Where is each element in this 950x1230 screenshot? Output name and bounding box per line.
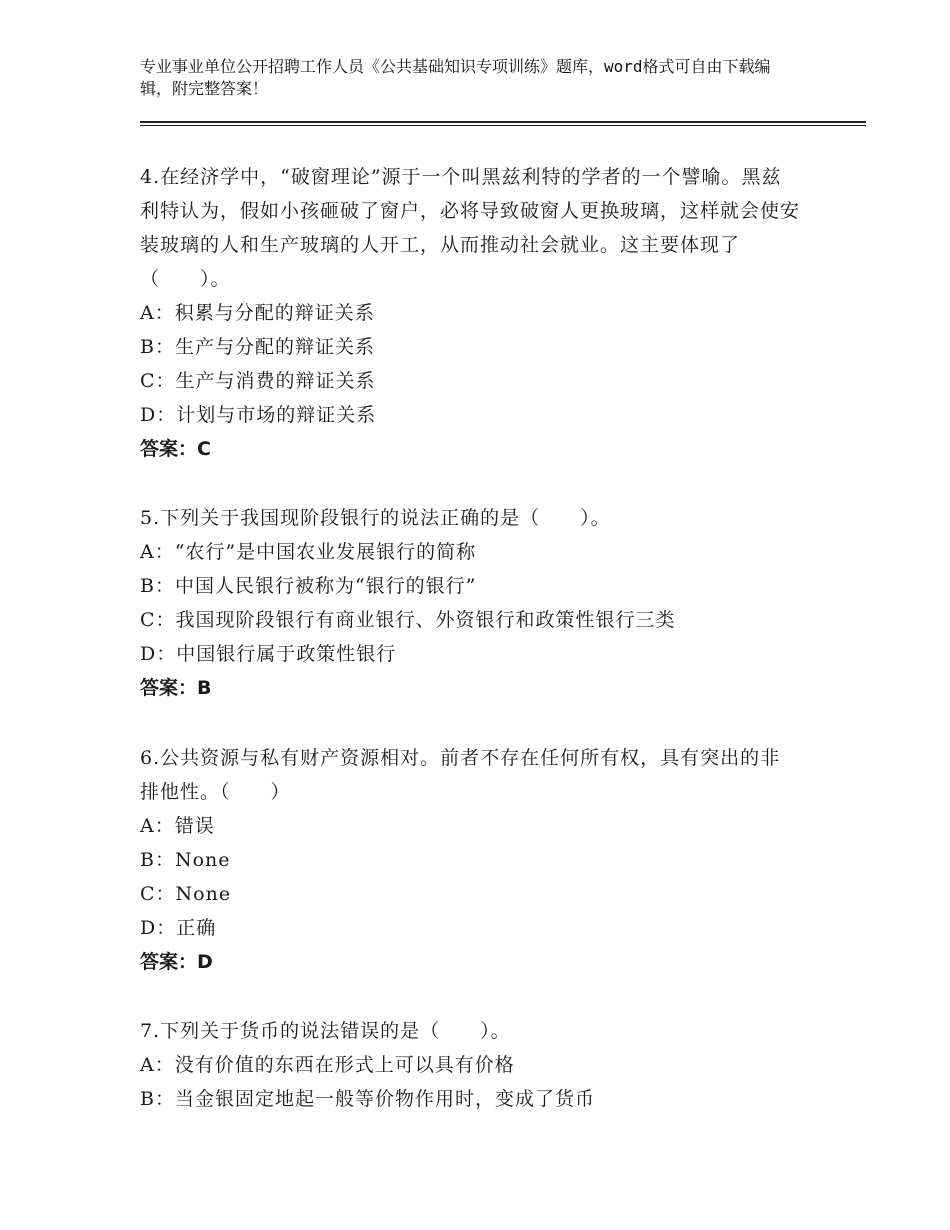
option-b: B：None <box>140 849 231 871</box>
option-b: B：生产与分配的辩证关系 <box>140 336 375 358</box>
option-a: A：“农行”是中国农业发展银行的简称 <box>140 541 477 563</box>
question-text: 5.下列关于我国现阶段银行的说法正确的是（ ）。 <box>140 507 611 529</box>
option-d: D：正确 <box>140 917 217 939</box>
question-text: 7.下列关于货币的说法错误的是（ ）。 <box>140 1020 511 1042</box>
question-6 <box>140 741 800 979</box>
answer: 答案：B <box>140 677 212 699</box>
option-a: A：错误 <box>140 815 215 837</box>
option-b: B：中国人民银行被称为“银行的银行” <box>140 575 477 597</box>
option-c: C：None <box>140 883 232 905</box>
header-divider-thin <box>140 125 866 126</box>
question-4 <box>140 160 800 466</box>
option-c: C：生产与消费的辩证关系 <box>140 370 376 392</box>
answer: 答案：D <box>140 951 213 973</box>
option-d: D：计划与市场的辩证关系 <box>140 404 377 426</box>
option-d: D：中国银行属于政策性银行 <box>140 643 397 665</box>
header-divider-thick <box>140 121 866 123</box>
question-text: 6.公共资源与私有财产资源相对。前者不存在任何所有权，具有突出的非排他性。（ ） <box>140 747 781 803</box>
document-header: 专业事业单位公开招聘工作人员《公共基础知识专项训练》题库，word格式可自由下载编辑，附完整答案！ <box>140 57 771 98</box>
answer: 答案：C <box>140 438 211 460</box>
option-a: A：没有价值的东西在形式上可以具有价格 <box>140 1054 515 1076</box>
question-7 <box>140 1014 800 1116</box>
option-c: C：我国现阶段银行有商业银行、外资银行和政策性银行三类 <box>140 609 676 631</box>
option-a: A：积累与分配的辩证关系 <box>140 302 375 324</box>
question-5 <box>140 501 800 705</box>
option-b: B：当金银固定地起一般等价物作用时，变成了货币 <box>140 1088 595 1110</box>
question-text: 4.在经济学中，“破窗理论”源于一个叫黑兹利特的学者的一个譬喻。黑兹利特认为，假如小孩砸破了窗户，必将导致破窗人更换玻璃，这样就会使安装玻璃的人和生产玻璃的人开工，从而推动社会就业。这主要体现了（ ）。 <box>140 166 801 290</box>
